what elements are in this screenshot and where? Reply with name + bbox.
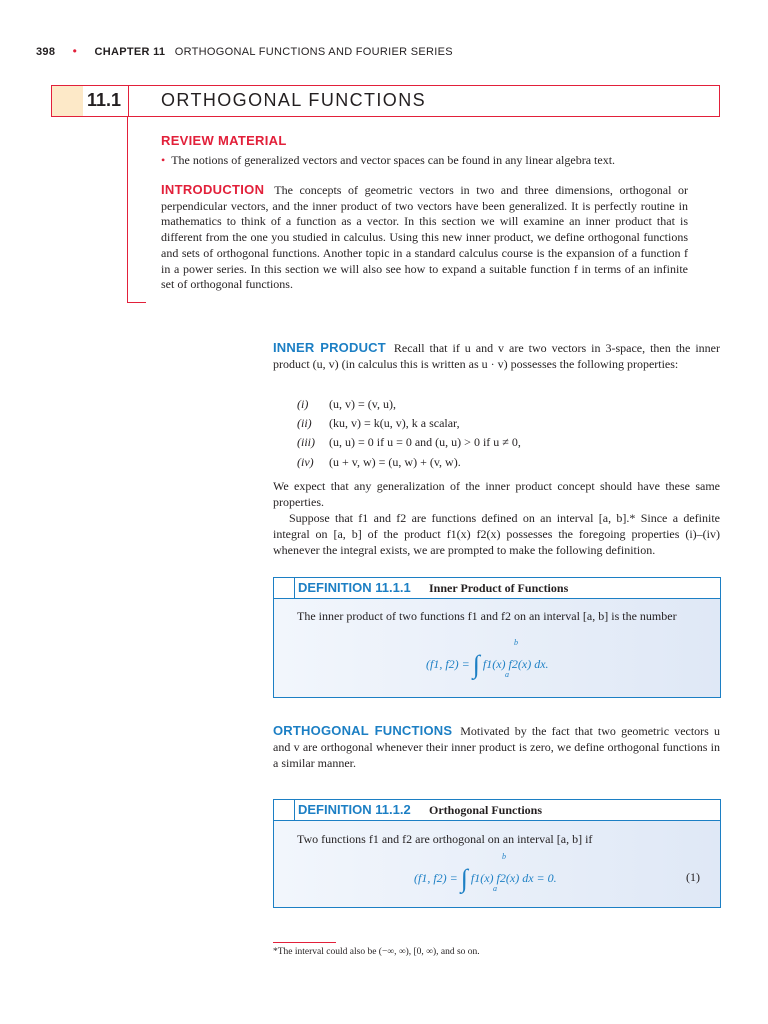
section-title: ORTHOGONAL FUNCTIONS	[161, 90, 427, 110]
review-bullet: •	[161, 153, 166, 167]
property-item	[297, 435, 521, 450]
section-divider	[128, 86, 129, 116]
definition-box-inner-product	[273, 577, 721, 698]
integral-sign: ∫	[460, 864, 468, 893]
equation-number: (1)	[686, 870, 700, 884]
section-number-tab	[52, 86, 83, 116]
chapter-label: CHAPTER 11	[94, 46, 166, 58]
margin-rule-end	[127, 302, 146, 303]
definition-body: Two functions f1 and f2 are orthogonal on an interval [a, b] if	[297, 832, 593, 846]
review-text: The notions of generalized vectors and vector spaces can be found in any linear algebra text.	[171, 153, 616, 167]
formula-lhs: (f1, f2) =	[426, 656, 470, 671]
property-label: (iv)	[297, 455, 314, 469]
definition-tag: DEFINITION 11.1.1	[298, 580, 411, 595]
orthogonality-formula	[414, 852, 557, 894]
definition-header-tick	[294, 800, 295, 820]
footnote-rule	[273, 942, 336, 943]
introduction-paragraph	[161, 182, 688, 293]
property-item	[297, 397, 396, 412]
inner-product-text: Recall that if u and v are two vectors in 3-space, then the inner product (u, v) (in calculus this is written as u · v) possesses the following properties:	[273, 341, 720, 371]
page-number: 398	[36, 46, 56, 58]
generalization-text-2: Suppose that f1 and f2 are functions defined on an interval [a, b].* Since a definite integral on [a, b] of the product f1(x) f2(x) possesses the foregoing properties (i)–(iv) whenever the integral exists, we are prompted to make the following definition.	[273, 511, 720, 557]
generalization-text-1: We expect that any generalization of the inner product concept should have these same properties.	[273, 479, 720, 509]
integral-upper-limit: b	[514, 638, 518, 647]
definition-header-rule	[274, 820, 720, 821]
inner-product-paragraph	[273, 340, 720, 372]
section-number: 11.1	[87, 90, 122, 110]
property-label: (ii)	[297, 416, 312, 430]
integral-upper-limit: b	[502, 852, 506, 861]
formula-rhs: f1(x) f2(x) dx.	[482, 656, 549, 671]
chapter-title: ORTHOGONAL FUNCTIONS AND FOURIER SERIES	[174, 46, 453, 58]
property-label: (iii)	[297, 435, 315, 449]
property-text: (u + v, w) = (u, w) + (v, w).	[329, 455, 461, 469]
integral-lower-limit: a	[505, 670, 509, 679]
orthogonal-functions-paragraph	[273, 723, 720, 771]
introduction-heading: INTRODUCTION	[161, 182, 265, 197]
property-text: (ku, v) = k(u, v), k a scalar,	[329, 416, 460, 430]
property-label: (i)	[297, 397, 309, 411]
definition-header-rule	[274, 598, 720, 599]
definition-tag: DEFINITION 11.1.2	[298, 802, 411, 817]
property-text: (u, u) = 0 if u = 0 and (u, u) > 0 if u ≠ 0,	[329, 435, 521, 449]
introduction-text: The concepts of geometric vectors in two and three dimensions, orthogonal or perpendicular vectors, and the inner product of two vectors have been generalized. It is perfectly routine in mathematics to think of a function as a vector. In this section we will examine an inner product that is different from the one you studied in calculus. Using this new inner product, we define orthogonal functions and sets of orthogonal functions. Another topic in a standard calculus course is the expansion of a function f in a power series. In this section we will also see how to expand a suitable function f in terms of an infinite set of orthogonal functions.	[161, 183, 688, 292]
footnote: *The interval could also be (−∞, ∞), [0, ∞), and so on.	[273, 947, 480, 957]
section-header	[51, 85, 720, 117]
margin-rule	[127, 116, 128, 302]
formula-rhs: f1(x) f2(x) dx = 0.	[470, 870, 557, 885]
definition-name: Inner Product of Functions	[429, 581, 569, 595]
orthogonal-functions-heading: ORTHOGONAL FUNCTIONS	[273, 723, 453, 738]
property-item	[297, 455, 461, 470]
definition-header-tick	[294, 578, 295, 598]
definition-body: The inner product of two functions f1 and f2 on an interval [a, b] is the number	[297, 609, 677, 623]
property-text: (u, v) = (v, u),	[329, 397, 396, 411]
definition-name: Orthogonal Functions	[429, 803, 543, 817]
inner-product-heading: INNER PRODUCT	[273, 340, 386, 355]
generalization-paragraph	[273, 478, 720, 558]
inner-product-formula	[426, 638, 549, 680]
header-bullet: •	[72, 44, 78, 58]
formula-lhs: (f1, f2) =	[414, 870, 458, 885]
property-item	[297, 416, 460, 431]
integral-lower-limit: a	[493, 884, 497, 893]
orthogonal-functions-text: Motivated by the fact that two geometric vectors u and v are orthogonal whenever their inner product is zero, we define orthogonal functions in a similar manner.	[273, 724, 720, 770]
integral-sign: ∫	[472, 650, 480, 679]
review-item	[161, 152, 615, 168]
review-heading: REVIEW MATERIAL	[161, 133, 287, 148]
running-header	[36, 44, 453, 58]
definition-box-orthogonal-functions	[273, 799, 721, 908]
